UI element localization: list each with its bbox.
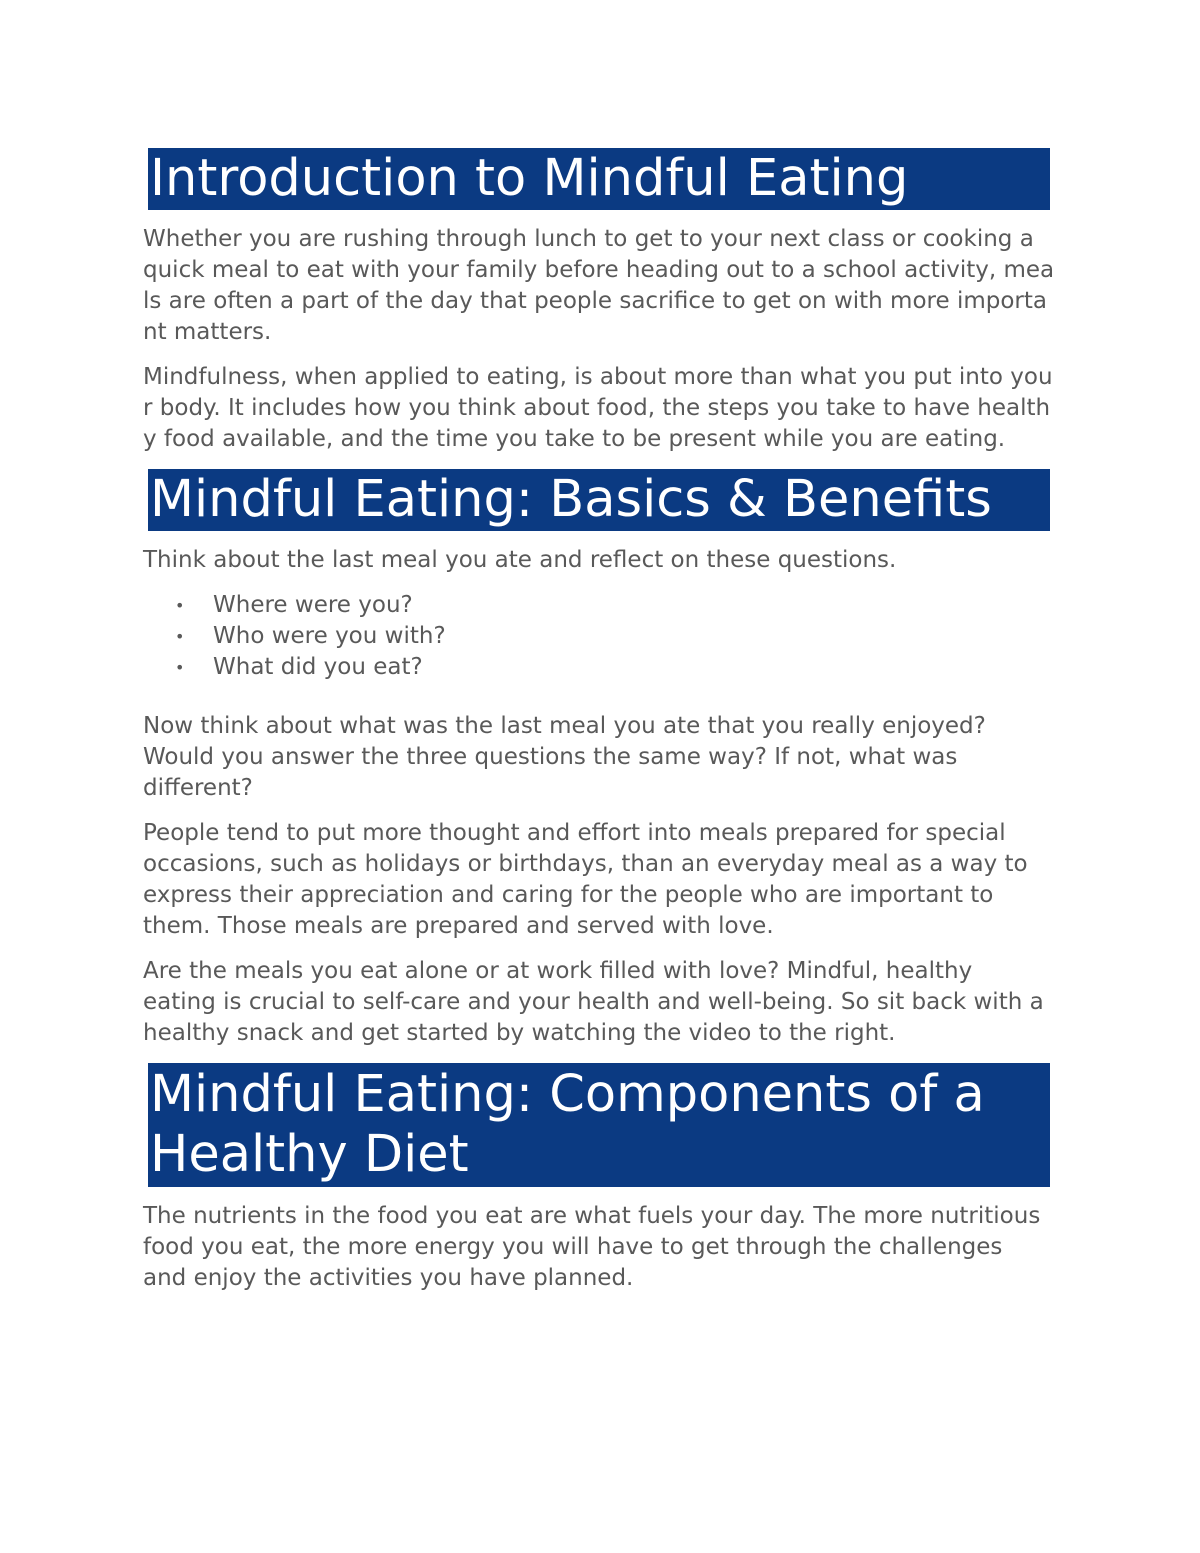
list-item-text: Where were you? <box>213 592 413 618</box>
list-item <box>143 590 1052 621</box>
section-heading-components: Mindful Eating: Components of a Healthy Diet <box>148 1063 1050 1187</box>
bullet-icon: • <box>175 627 185 646</box>
paragraph: Mindfulness, when applied to eating, is about more than what you put into your body. It includes how you think about food, the steps you take to have healthy food available, and the time you take to be present while you are eating. <box>143 364 1053 452</box>
paragraph: Now think about what was the last meal you ate that you really enjoyed? Would you answer the three questions the same way? If not, what was different? <box>143 713 986 801</box>
list-item-text: What did you eat? <box>213 654 423 680</box>
section-heading-basics-benefits: Mindful Eating: Basics & Benefits <box>148 469 1050 531</box>
paragraph: Whether you are rushing through lunch to get to your next class or cooking a quick meal to eat with your family before heading out to a school activity, meals are often a part of the day that people sacrifice to get on with more important matters. <box>143 226 1055 345</box>
paragraph: People tend to put more thought and effort into meals prepared for special occasions, such as holidays or birthdays, than an everyday meal as a way to express their appreciation and caring for the people who are important to them. Those meals are prepared and served with love. <box>143 820 1028 939</box>
list-item <box>143 652 1052 683</box>
bullet-icon: • <box>175 596 185 615</box>
paragraph-intro: Think about the last meal you ate and reflect on these questions. <box>143 547 897 573</box>
paragraph: Are the meals you eat alone or at work filled with love? Mindful, healthy eating is crucial to self-care and your health and well-being. So sit back with a healthy snack and get started by watching the video to the right. <box>143 958 1044 1046</box>
bullet-icon: • <box>175 658 185 677</box>
list-item-text: Who were you with? <box>213 623 446 649</box>
list-item <box>143 621 1052 652</box>
document-page <box>143 148 1055 1308</box>
question-list <box>143 590 1052 683</box>
paragraph: The nutrients in the food you eat are what fuels your day. The more nutritious food you eat, the more energy you will have to get through the challenges and enjoy the activities you have planned. <box>143 1203 1041 1291</box>
section-heading-introduction: Introduction to Mindful Eating <box>148 148 1050 210</box>
